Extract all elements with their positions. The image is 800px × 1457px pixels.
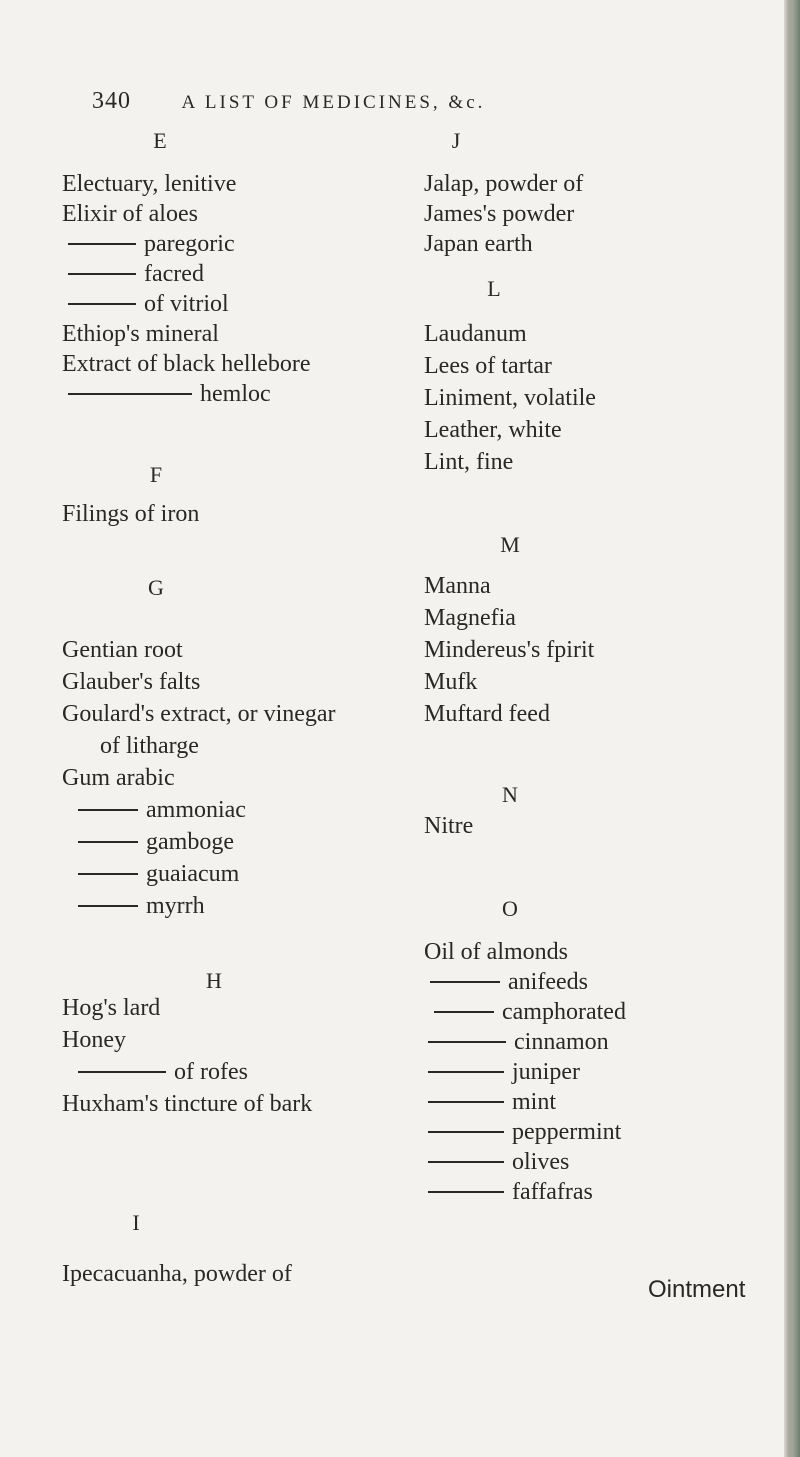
- list-item: [68, 382, 271, 406]
- list-item: Ethiop's mineral: [62, 321, 219, 347]
- list-item: Leather, white: [424, 417, 562, 443]
- ditto-dash: [434, 1011, 494, 1013]
- ditto-dash: [78, 841, 138, 843]
- list-item-text: gamboge: [146, 829, 234, 855]
- ditto-dash: [428, 1161, 504, 1163]
- list-item: Electuary, lenitive: [62, 171, 237, 197]
- page-title: A LIST OF MEDICINES, &c.: [181, 92, 486, 113]
- list-item: Manna: [424, 573, 491, 599]
- list-item: [428, 1150, 569, 1174]
- list-item: [68, 262, 204, 286]
- section-letter-i: I: [132, 1210, 140, 1235]
- list-item: [68, 232, 235, 256]
- list-item: Ipecacuanha, powder of: [62, 1261, 292, 1287]
- list-item: [78, 798, 246, 822]
- ditto-dash: [428, 1101, 504, 1103]
- ditto-dash: [428, 1191, 504, 1193]
- list-item: Filings of iron: [62, 501, 200, 527]
- ditto-dash: [78, 873, 138, 875]
- list-item: Jalap, powder of: [424, 171, 584, 197]
- list-item: Muftard feed: [424, 701, 550, 727]
- ditto-dash: [68, 393, 192, 395]
- ditto-dash: [428, 1131, 504, 1133]
- section-letter-o: O: [502, 896, 518, 921]
- list-item-text: myrrh: [146, 893, 205, 919]
- list-item: Gentian root: [62, 637, 183, 663]
- list-item: [428, 1090, 556, 1114]
- ditto-dash: [428, 1071, 504, 1073]
- section-letter-m: M: [500, 532, 520, 557]
- list-item: [434, 1000, 626, 1024]
- section-letter-l: L: [487, 276, 501, 301]
- page-header: [92, 88, 485, 115]
- list-item-text: guaiacum: [146, 861, 240, 887]
- list-item: [78, 894, 205, 918]
- list-item: [430, 970, 588, 994]
- list-item: [428, 1030, 609, 1054]
- list-item-text: paregoric: [144, 231, 235, 257]
- list-item: of litharge: [100, 733, 199, 759]
- section-letter-f: F: [149, 462, 163, 487]
- list-item-text: ammoniac: [146, 797, 246, 823]
- ditto-dash: [78, 905, 138, 907]
- list-item-text: of vitriol: [144, 291, 229, 317]
- list-item: Oil of almonds: [424, 939, 568, 965]
- list-item-text: faffafras: [512, 1179, 593, 1205]
- list-item-text: cinnamon: [514, 1029, 609, 1055]
- section-letter-e: E: [153, 128, 167, 153]
- list-item: [428, 1120, 621, 1144]
- ditto-dash: [78, 809, 138, 811]
- list-item: [68, 292, 229, 316]
- ditto-dash: [68, 303, 136, 305]
- list-item-text: hemloc: [200, 381, 271, 407]
- list-item-text: camphorated: [502, 999, 626, 1025]
- list-item: Honey: [62, 1027, 126, 1053]
- section-letter-j: J: [451, 128, 461, 153]
- list-item: Liniment, volatile: [424, 385, 596, 411]
- list-item: Lees of tartar: [424, 353, 552, 379]
- list-item: Mindereus's fpirit: [424, 637, 595, 663]
- ditto-dash: [78, 1071, 166, 1073]
- list-item: [78, 862, 239, 886]
- list-item-text: juniper: [512, 1059, 580, 1085]
- list-item-text: anifeeds: [508, 969, 588, 995]
- list-item: Gum arabic: [62, 765, 175, 791]
- list-item: Japan earth: [424, 231, 533, 257]
- list-item: [78, 830, 234, 854]
- list-item-text: of rofes: [174, 1059, 248, 1085]
- list-item-text: olives: [512, 1149, 570, 1175]
- list-item: Mufk: [424, 669, 478, 695]
- ditto-dash: [428, 1041, 506, 1043]
- list-item: Lint, fine: [424, 449, 514, 475]
- page-number: 340: [92, 88, 131, 114]
- list-item: James's powder: [424, 201, 575, 227]
- list-item: Laudanum: [424, 321, 527, 347]
- list-item-text: facred: [144, 261, 204, 287]
- list-item: Hog's lard: [62, 995, 161, 1021]
- list-item: Extract of black hellebore: [62, 351, 311, 377]
- list-item: Nitre: [424, 813, 474, 839]
- ointment-label: Ointment: [648, 1276, 746, 1303]
- list-item: [78, 1060, 248, 1084]
- section-letter-g: G: [148, 575, 164, 600]
- list-item: Goulard's extract, or vinegar: [62, 701, 336, 727]
- list-item-text: mint: [512, 1089, 557, 1115]
- list-item: Magnefia: [424, 605, 516, 631]
- ditto-dash: [68, 273, 136, 275]
- section-letter-h: H: [206, 968, 222, 993]
- list-item: [428, 1180, 593, 1204]
- list-item-text: peppermint: [512, 1119, 622, 1145]
- list-item: [428, 1060, 580, 1084]
- list-item: Huxham's tincture of bark: [62, 1091, 313, 1117]
- ditto-dash: [430, 981, 500, 983]
- page-edge: [784, 0, 800, 1457]
- list-item: Glauber's falts: [62, 669, 201, 695]
- section-letter-n: N: [502, 782, 518, 807]
- ditto-dash: [68, 243, 136, 245]
- list-item: Elixir of aloes: [62, 201, 198, 227]
